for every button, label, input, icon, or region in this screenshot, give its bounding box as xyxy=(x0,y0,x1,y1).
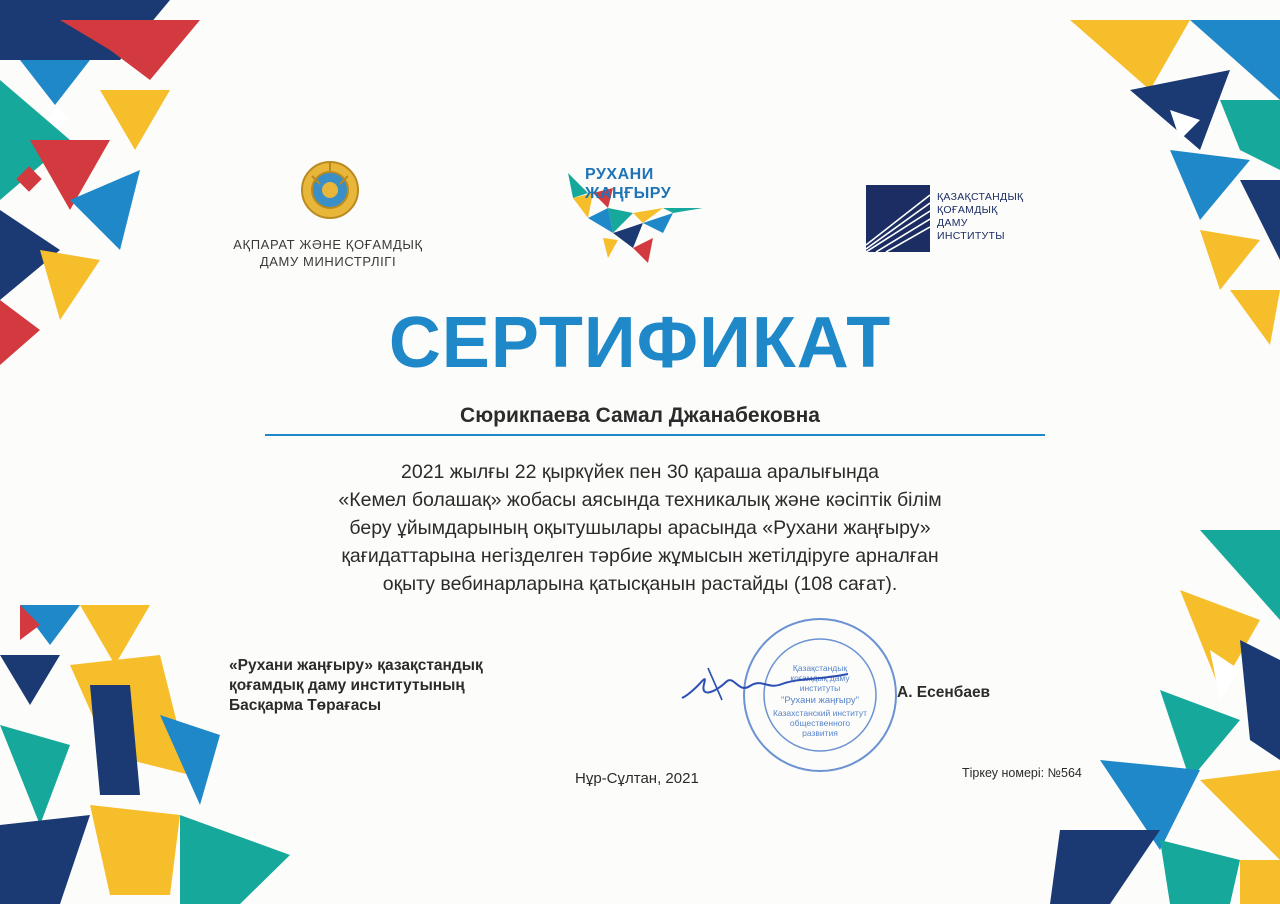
stamp-line-7: развития xyxy=(802,728,838,738)
ornament-bottom-left xyxy=(0,595,300,904)
stamp-line-5: Казахстанский институт xyxy=(772,708,868,718)
institute-name xyxy=(937,191,1023,243)
signatory-title-line-1: «Рухани жаңғыру» қазақстандық xyxy=(229,657,483,674)
body-line-4: қағидаттарына негізделген тәрбие жұмысын жетілдіруге арналған xyxy=(341,545,939,567)
institute-line-2: ҚОҒАМДЫҚ xyxy=(937,204,998,216)
ornament-bottom-right xyxy=(1040,530,1280,904)
handwritten-signature xyxy=(678,660,878,710)
kazakhstan-emblem-icon xyxy=(300,160,360,222)
rukhani-logo-text xyxy=(585,165,671,203)
body-line-5: оқыту вебинарларына қатысқанын растайды (108 сағат). xyxy=(382,573,898,595)
body-line-2: «Кемел болашақ» жобасы аясында техникалық және кәсіптік білім xyxy=(338,489,942,511)
signatory-title-line-3: Басқарма Төрағасы xyxy=(229,697,382,714)
signer-name: А. Есенбаев xyxy=(897,684,991,701)
certificate-body xyxy=(240,458,1040,598)
stamp-line-2: қоғамдық даму xyxy=(790,673,850,683)
city-year: Нұр-Сұлтан, 2021 xyxy=(575,770,699,787)
ministry-line-2: ДАМУ МИНИСТРЛІГІ xyxy=(259,254,397,269)
stamp-line-4: "Рухани жаңғыру" xyxy=(780,695,860,706)
rukhani-line-1: РУХАНИ xyxy=(585,166,654,183)
ministry-name xyxy=(228,236,428,270)
stamp-line-3: институты xyxy=(799,683,841,693)
institute-logo-icon xyxy=(866,185,930,252)
recipient-name: Сюрикпаева Самал Джанабековна xyxy=(460,404,820,427)
signatory-title xyxy=(229,656,483,716)
recipient-underline xyxy=(265,434,1045,436)
signatory-title-line-2: қоғамдық даму институтының xyxy=(229,677,465,694)
ornament-top-right xyxy=(1070,0,1280,350)
certificate-title: СЕРТИФИКАТ xyxy=(388,303,892,383)
body-line-1: 2021 жылғы 22 қыркүйек пен 30 қараша аралығында xyxy=(401,461,879,483)
rukhani-line-2: ЖАҢҒЫРУ xyxy=(585,185,672,202)
body-line-3: беру ұйымдарының оқытушылары арасында «Рухани жаңғыру» xyxy=(349,517,931,539)
institute-line-4: ИНСТИТУТЫ xyxy=(937,230,1005,242)
registration-number: Тіркеу номері: №564 xyxy=(962,766,1082,780)
ministry-line-1: АҚПАРАТ ЖӘНЕ ҚОҒАМДЫҚ xyxy=(233,237,423,252)
stamp-line-1: Қазақстандық xyxy=(792,663,848,673)
stamp-line-6: общественного xyxy=(789,718,851,728)
institute-line-3: ДАМУ xyxy=(937,217,968,229)
institute-line-1: ҚАЗАҚСТАНДЫҚ xyxy=(937,191,1024,203)
